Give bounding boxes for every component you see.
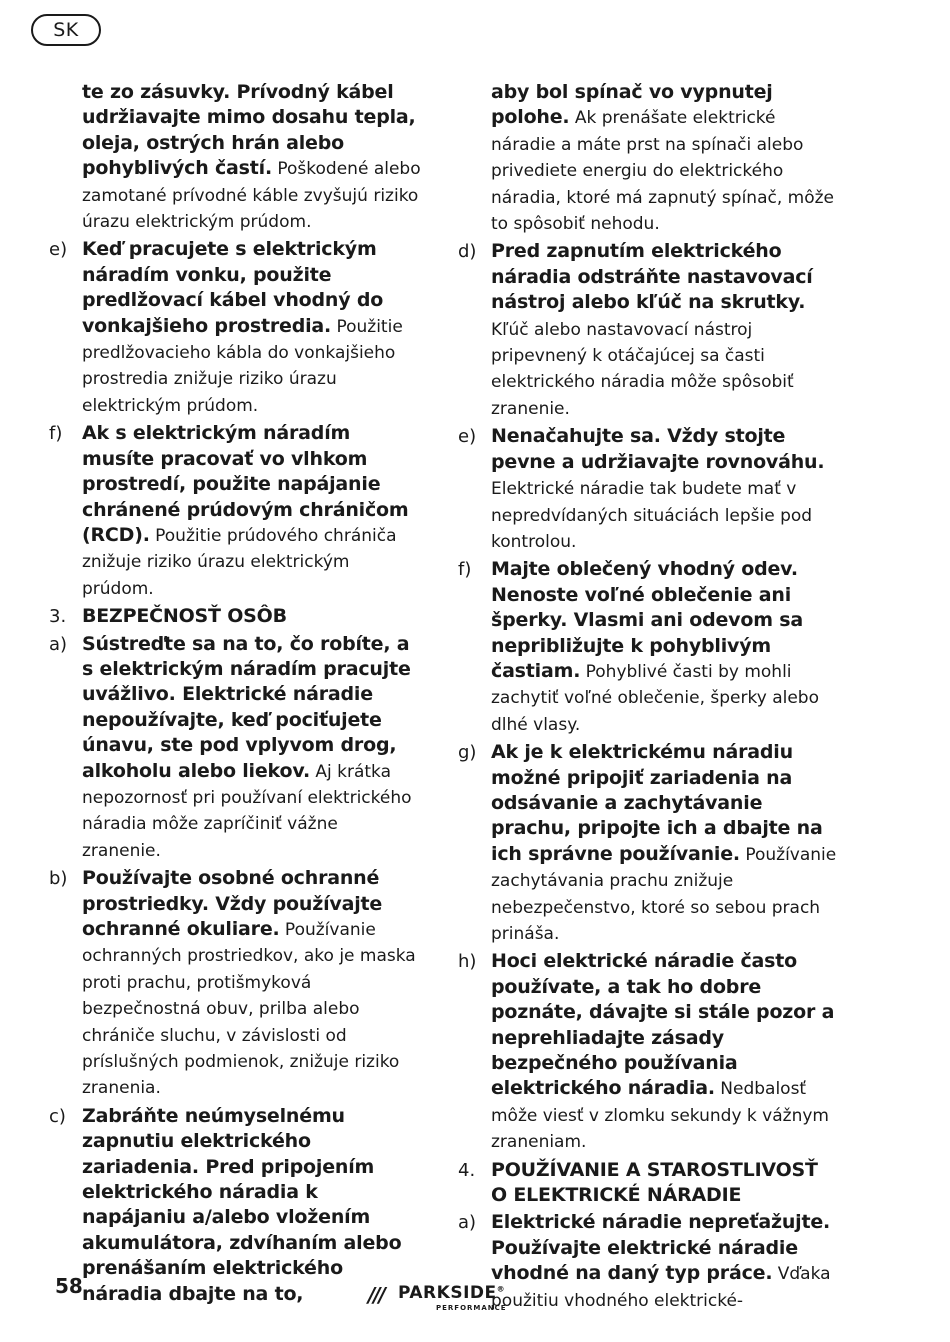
item-text [491, 949, 838, 1155]
heading-text: POUŽÍVANIE A STAROSTLIVOSŤ O ELEKTRICKÉ NÁRADIE [491, 1158, 818, 1207]
bold-instruction: Majte oblečený vhodný odev. Nenoste voľné oblečenie ani šperky. Vlasmi ani odevom sa nepribližujte k pohyblivým častiam. [491, 558, 803, 682]
list-item [458, 557, 838, 738]
bold-instruction: Hoci elektrické náradie často používate, a tak ho dobre poznáte, dávajte si stále pozor a neprehliadajte zásady bezpečného používania elektrického náradia. [491, 950, 835, 1100]
bold-instruction: Ak s elektrickým náradím musíte pracovať vo vlhkom prostredí, použite napájanie chránené prúdovým chráničom (RCD). [82, 422, 409, 546]
item-text [491, 80, 838, 237]
list-item [49, 237, 421, 419]
item-text [82, 1104, 421, 1307]
explanation-text: Nedbalosť môže viesť v zlomku sekundy k vážnym zraneniam. [491, 1079, 829, 1153]
list-marker: e) [49, 239, 68, 261]
list-item [458, 740, 838, 947]
explanation-text: Kľúč alebo nastavovací nástroj pripevnený k otáčajúcej sa časti elektrického náradia môže spôsobiť zranenie. [491, 319, 794, 419]
list-marker: e) [458, 426, 477, 448]
list-marker: d) [458, 241, 477, 263]
list-item [49, 421, 421, 602]
item-text [491, 424, 838, 555]
list-item [49, 80, 421, 235]
bold-instruction: Sústreďte sa na to, čo robíte, a s elektrickým náradím pracujte uvážlivo. Elektrické náradie nepoužívajte, keď pociťujete únavu, ste pod vplyvom drog, alkoholu alebo liekov. [82, 632, 411, 782]
item-text [82, 80, 421, 235]
list-marker: f) [458, 559, 472, 581]
item-text [491, 557, 838, 738]
list-item [49, 1104, 421, 1307]
left-column [49, 80, 421, 1309]
logo-brand-name [398, 1283, 505, 1303]
bold-instruction: Ak je k elektrickému náradiu možné pripojiť zariadenia na odsávanie a zachytávanie prachu, pripojte ich a dbajte na ich správne používanie. [491, 741, 823, 865]
bold-instruction: Keď pracujete s elektrickým náradím vonku, použite predlžovací kábel vhodný do vonkajšieho prostredia. [82, 238, 384, 337]
section-heading [458, 1158, 838, 1209]
item-text [491, 1158, 838, 1209]
list-marker: c) [49, 1105, 66, 1127]
bold-instruction: te zo zásuvky. Prívodný kábel udržiavajte mimo dosahu tepla, oleja, ostrých hrán alebo pohyblivých častí. [82, 81, 416, 180]
explanation-text: Používanie ochranných prostriedkov, ako je maska proti prachu, protišmyková bezpečnostná obuv, prilba alebo chrániče sluchu, v závislosti od príslušných podmienok, znižuje riziko zranenia. [82, 920, 416, 1099]
item-text [82, 421, 421, 602]
bold-instruction: Používajte osobné ochranné prostriedky. Vždy používajte ochranné okuliare. [82, 867, 383, 940]
list-marker: 4. [458, 1159, 476, 1181]
list-marker: 3. [49, 606, 67, 628]
list-item [458, 239, 838, 422]
list-item [458, 949, 838, 1155]
list-item [458, 424, 838, 555]
parkside-logo [368, 1283, 518, 1313]
section-heading [49, 604, 421, 629]
bold-instruction: aby bol spínač vo vypnutej polohe. [491, 81, 773, 129]
logo-subtitle: PERFORMANCE [436, 1304, 507, 1312]
explanation-text: Pohyblivé časti by mohli zachytiť voľné oblečenie, šperky alebo dlhé vlasy. [491, 661, 819, 735]
list-marker: h) [458, 951, 477, 973]
list-item [49, 866, 421, 1102]
item-text [82, 604, 421, 629]
bold-instruction: Nenačahujte sa. Vždy stojte pevne a udržiavajte rovnováhu. [491, 425, 825, 473]
explanation-text: Používanie zachytávania prachu znižuje nebezpečenstvo, ktoré so sebou prach prináša. [491, 844, 837, 944]
explanation-text: Vďaka použitiu vhodného elektrické- [491, 1264, 831, 1311]
right-column [458, 80, 838, 1316]
explanation-text: Aj krátka nepozornosť pri používaní elektrického náradia môže zapríčiniť vážne zranenie. [82, 761, 412, 861]
list-marker [458, 80, 491, 237]
item-text [491, 740, 838, 947]
explanation-text: Elektrické náradie tak budete mať v nepredvídaných situáciách lepšie pod kontrolou. [491, 479, 813, 552]
list-marker [49, 80, 82, 235]
bold-instruction: Elektrické náradie nepreťažujte. Používajte elektrické náradie vhodné na daný typ práce. [491, 1211, 831, 1285]
list-marker: a) [49, 633, 68, 655]
explanation-text: Poškodené alebo zamotané prívodné káble zvyšujú riziko úrazu elektrickým prúdom. [82, 159, 421, 233]
list-marker: g) [458, 742, 477, 764]
page-number: 58 [55, 1274, 83, 1298]
item-text [491, 239, 838, 422]
language-badge: SK [31, 14, 101, 46]
item-text [82, 632, 421, 865]
heading-text: BEZPEČNOSŤ OSÔB [82, 605, 287, 628]
list-marker: b) [49, 868, 68, 890]
logo-slashes: /// [368, 1283, 384, 1307]
explanation-text: Použitie predlžovacieho kábla do vonkajšieho prostredia znižuje riziko úrazu elektrickým prúdom. [82, 316, 403, 416]
list-item [49, 632, 421, 865]
explanation-text: Ak prenášate elektrické náradie a máte prst na spínači alebo privediete energiu do elektrického náradia, ktoré má zapnutý spínač, môže to spôsobiť nehodu. [491, 108, 834, 235]
list-marker: f) [49, 423, 63, 445]
bold-instruction: Zabráňte neúmyselnému zapnutiu elektrického zariadenia. Pred pripojením elektrického náradia k napájaniu a/alebo vložením akumulátora, zdvíhaním alebo prenášaním elektrického náradia dbajte na to, [82, 1104, 402, 1305]
explanation-text: Použitie prúdového chrániča znižuje riziko úrazu elektrickým prúdom. [82, 525, 397, 599]
logo-brand-text: PARKSIDE [398, 1283, 497, 1303]
list-marker: a) [458, 1212, 477, 1234]
item-text [491, 1210, 838, 1314]
list-item [458, 80, 838, 237]
logo-registered-mark: ® [496, 1284, 506, 1294]
item-text [82, 866, 421, 1102]
bold-instruction: Pred zapnutím elektrického náradia odstráňte nastavovací nástroj alebo kľúč na skrutky. [491, 240, 813, 314]
item-text [82, 237, 421, 419]
